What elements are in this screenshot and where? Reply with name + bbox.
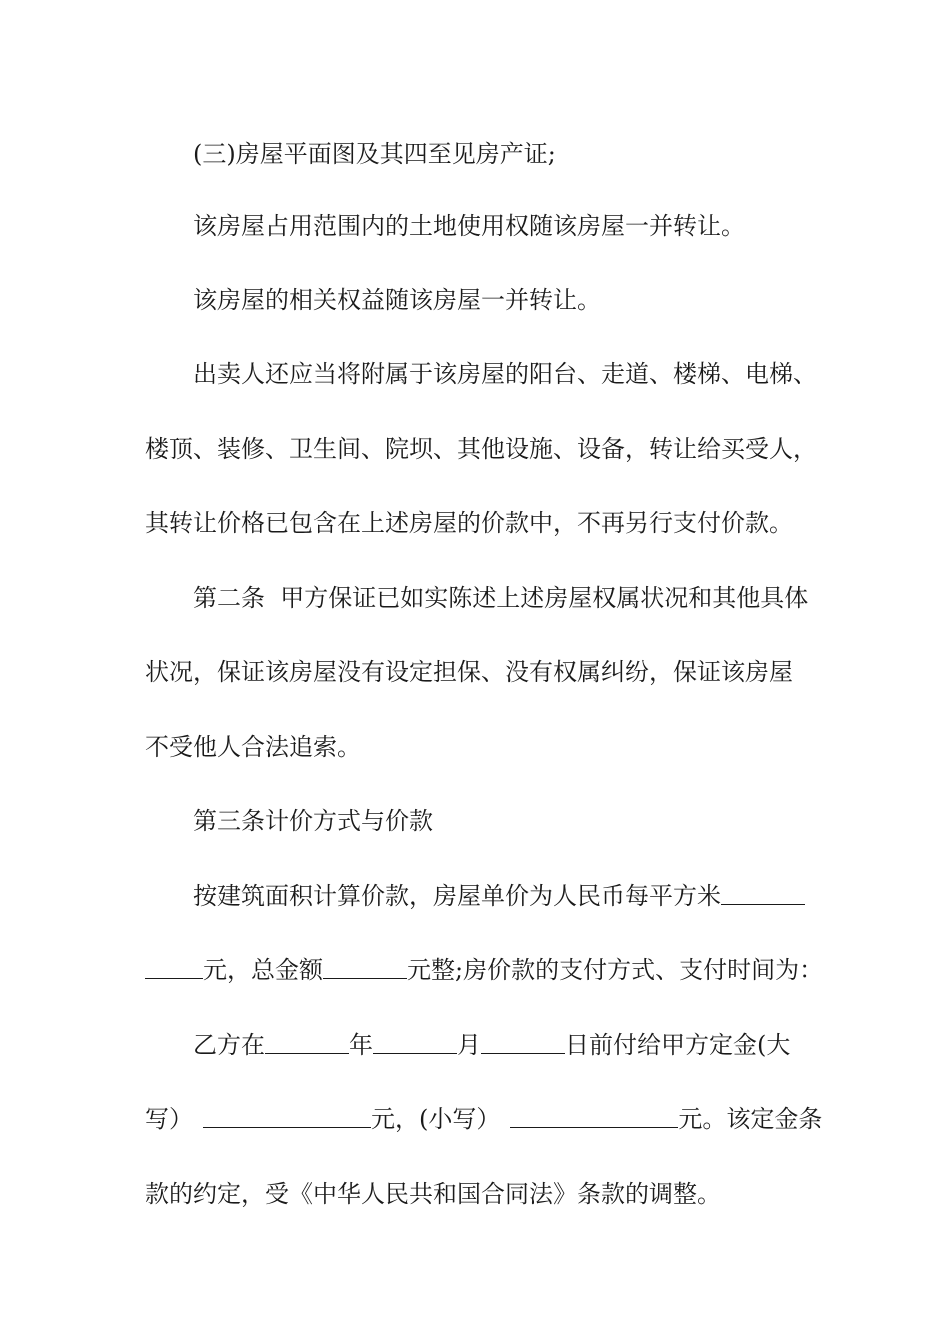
price-text: 元，总金额 (203, 956, 323, 984)
deposit-line (193, 1027, 790, 1063)
deposit-text: 月 (457, 1031, 481, 1059)
price-line (145, 952, 823, 988)
deposit-line (145, 1101, 822, 1137)
section-heading: 第三条计价方式与价款 (193, 807, 433, 835)
total-amount-blank (323, 952, 407, 979)
price-text: 元整;房价款的支付方式、支付时间为： (407, 956, 824, 984)
deposit-lowercase-blank (510, 1101, 678, 1128)
deposit-text: 写） (145, 1105, 193, 1133)
text-line: 楼顶、装修、卫生间、院坝、其他设施、设备，转让给买受人， (145, 435, 817, 463)
text-line: 该房屋的相关权益随该房屋一并转让。 (193, 286, 601, 314)
deposit-text: 乙方在 (193, 1031, 265, 1059)
text-line: (三)房屋平面图及其四至见房产证; (193, 140, 556, 168)
text-line: 款的约定，受《中华人民共和国合同法》条款的调整。 (145, 1180, 721, 1208)
price-line (193, 878, 805, 914)
text-line: 状况，保证该房屋没有设定担保、没有权属纠纷，保证该房屋 (145, 658, 793, 686)
text-line: 该房屋占用范围内的土地使用权随该房屋一并转让。 (193, 212, 745, 240)
month-blank (373, 1027, 457, 1054)
text-line: 其转让价格已包含在上述房屋的价款中，不再另行支付价款。 (145, 509, 793, 537)
deposit-text: 元。该定金条 (678, 1105, 823, 1133)
text-line: 出卖人还应当将附属于该房屋的阳台、走道、楼梯、电梯、 (193, 360, 817, 388)
deposit-uppercase-blank (203, 1101, 371, 1128)
unit-price-blank-continued (145, 952, 203, 979)
text-line: 第二条 甲方保证已如实陈述上述房屋权属状况和其他具体 (193, 584, 809, 612)
day-blank (481, 1027, 565, 1054)
deposit-text: 年 (349, 1031, 373, 1059)
deposit-text: 日前付给甲方定金(大 (565, 1031, 791, 1059)
year-blank (265, 1027, 349, 1054)
text-line: 不受他人合法追索。 (145, 733, 361, 761)
deposit-text: 元，(小写） (371, 1105, 501, 1133)
unit-price-blank (721, 878, 805, 905)
price-text: 按建筑面积计算价款，房屋单价为人民币每平方米 (193, 882, 721, 910)
